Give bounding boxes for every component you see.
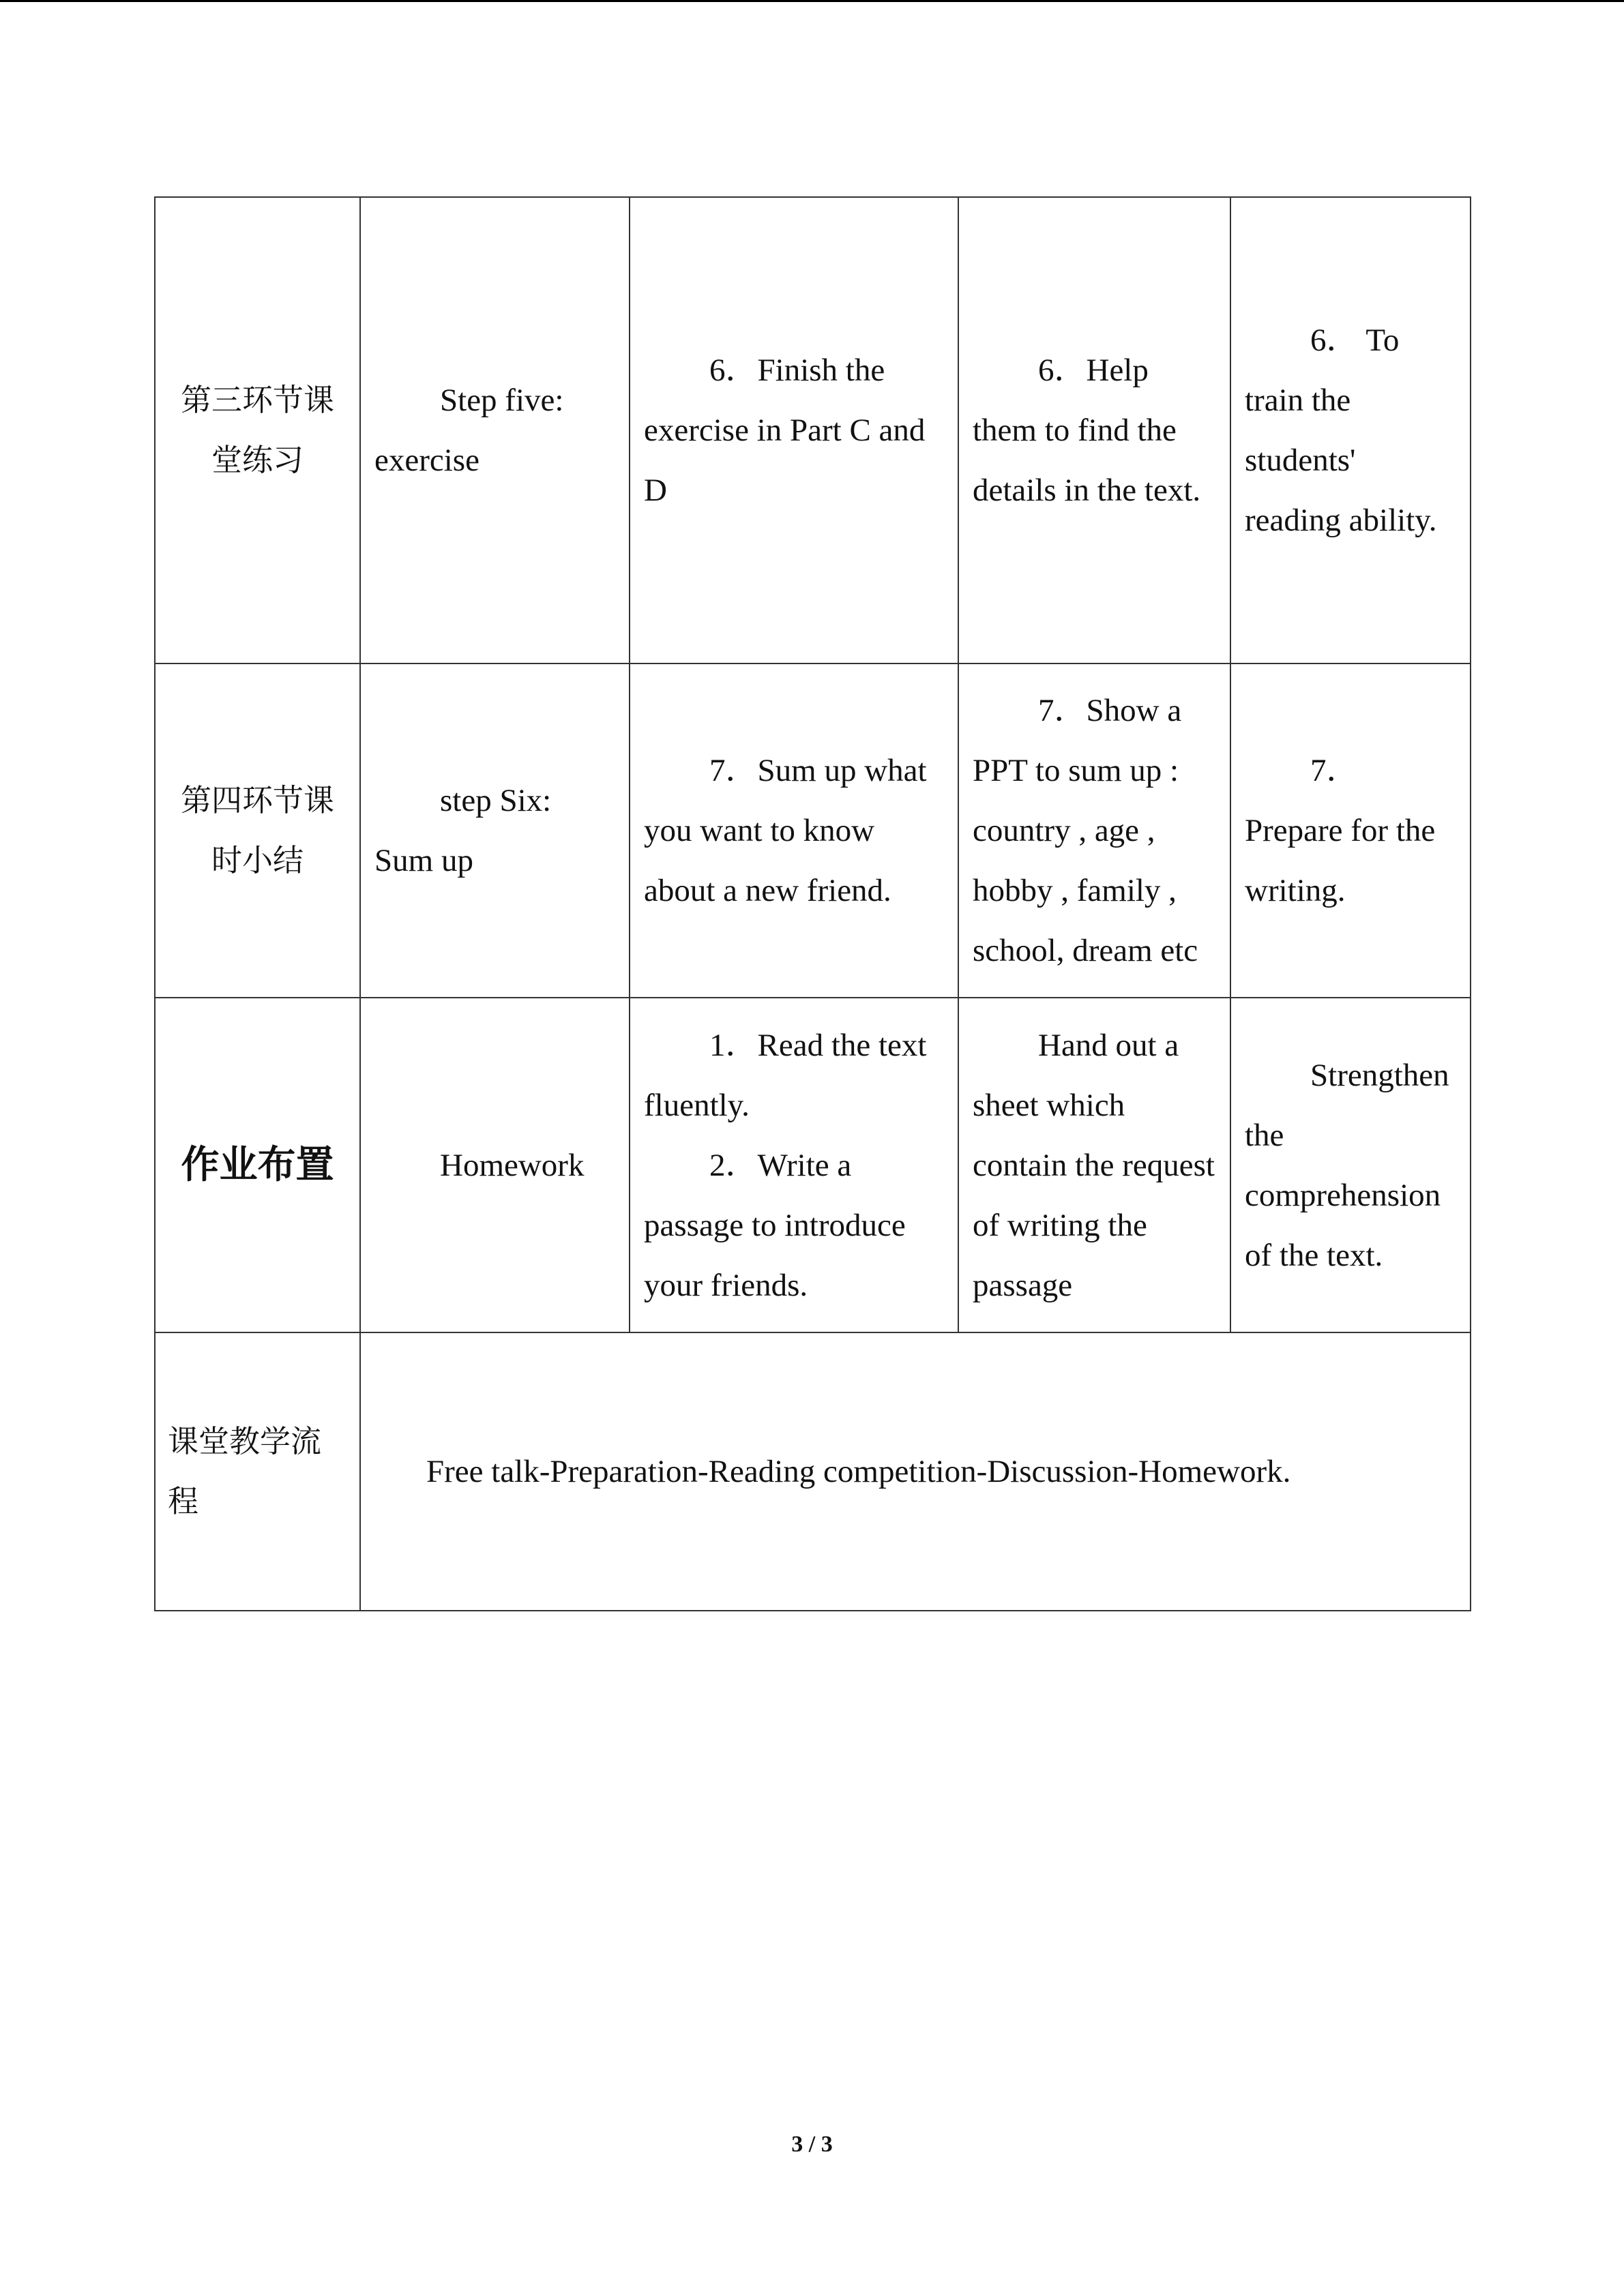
student-activity-text: 6．Finish the exercise in Part C and D xyxy=(644,353,926,508)
flow-cell xyxy=(360,1332,1471,1611)
purpose-cell xyxy=(1230,664,1471,998)
flow-label-cell: 课堂教学流程 xyxy=(155,1332,360,1611)
teacher-activity-cell xyxy=(958,998,1230,1332)
purpose-text: 7．Prepare for the writing. xyxy=(1245,753,1436,908)
teacher-activity-cell xyxy=(958,664,1230,998)
step-text: Homework xyxy=(440,1147,585,1183)
step-text: Step five: exercise xyxy=(374,383,564,478)
stage-cell: 作业布置 xyxy=(155,998,360,1332)
purpose-text: Strengthen the comprehension of the text. xyxy=(1245,1057,1449,1273)
lesson-plan-table xyxy=(154,196,1471,1611)
page-number: 3 / 3 xyxy=(791,2132,833,2157)
purpose-text: 6． To train the students' reading ability. xyxy=(1245,323,1437,538)
student-activity-text: 7．Sum up what you want to know about a new friend. xyxy=(644,753,927,908)
step-text: step Six: Sum up xyxy=(374,783,552,878)
student-activity-cell xyxy=(630,664,958,998)
teacher-activity-text: 7．Show a PPT to sum up : country , age , hobby , family , school, dream etc xyxy=(973,693,1198,968)
student-activity-text: 2．Write a passage to introduce your friends. xyxy=(644,1147,906,1303)
teacher-activity-cell xyxy=(958,197,1230,664)
stage-cell: 第三环节课堂练习 xyxy=(155,197,360,664)
table-row xyxy=(155,664,1471,998)
purpose-cell xyxy=(1230,998,1471,1332)
step-cell xyxy=(360,998,630,1332)
teacher-activity-text: 6．Help them to find the details in the text. xyxy=(973,353,1201,508)
stage-cell: 第四环节课时小结 xyxy=(155,664,360,998)
student-activity-cell xyxy=(630,197,958,664)
student-activity-cell xyxy=(630,998,958,1332)
purpose-cell xyxy=(1230,197,1471,664)
table-row xyxy=(155,998,1471,1332)
step-cell xyxy=(360,197,630,664)
top-border-rule xyxy=(0,0,1624,2)
table-row xyxy=(155,1332,1471,1611)
teacher-activity-text: Hand out a sheet which contain the request of writing the passage xyxy=(973,1027,1215,1303)
student-activity-text: 1．Read the text fluently. xyxy=(644,1027,927,1123)
flow-text: Free talk-Preparation-Reading competition-Discussion-Homework. xyxy=(426,1454,1291,1489)
table-row xyxy=(155,197,1471,664)
step-cell xyxy=(360,664,630,998)
